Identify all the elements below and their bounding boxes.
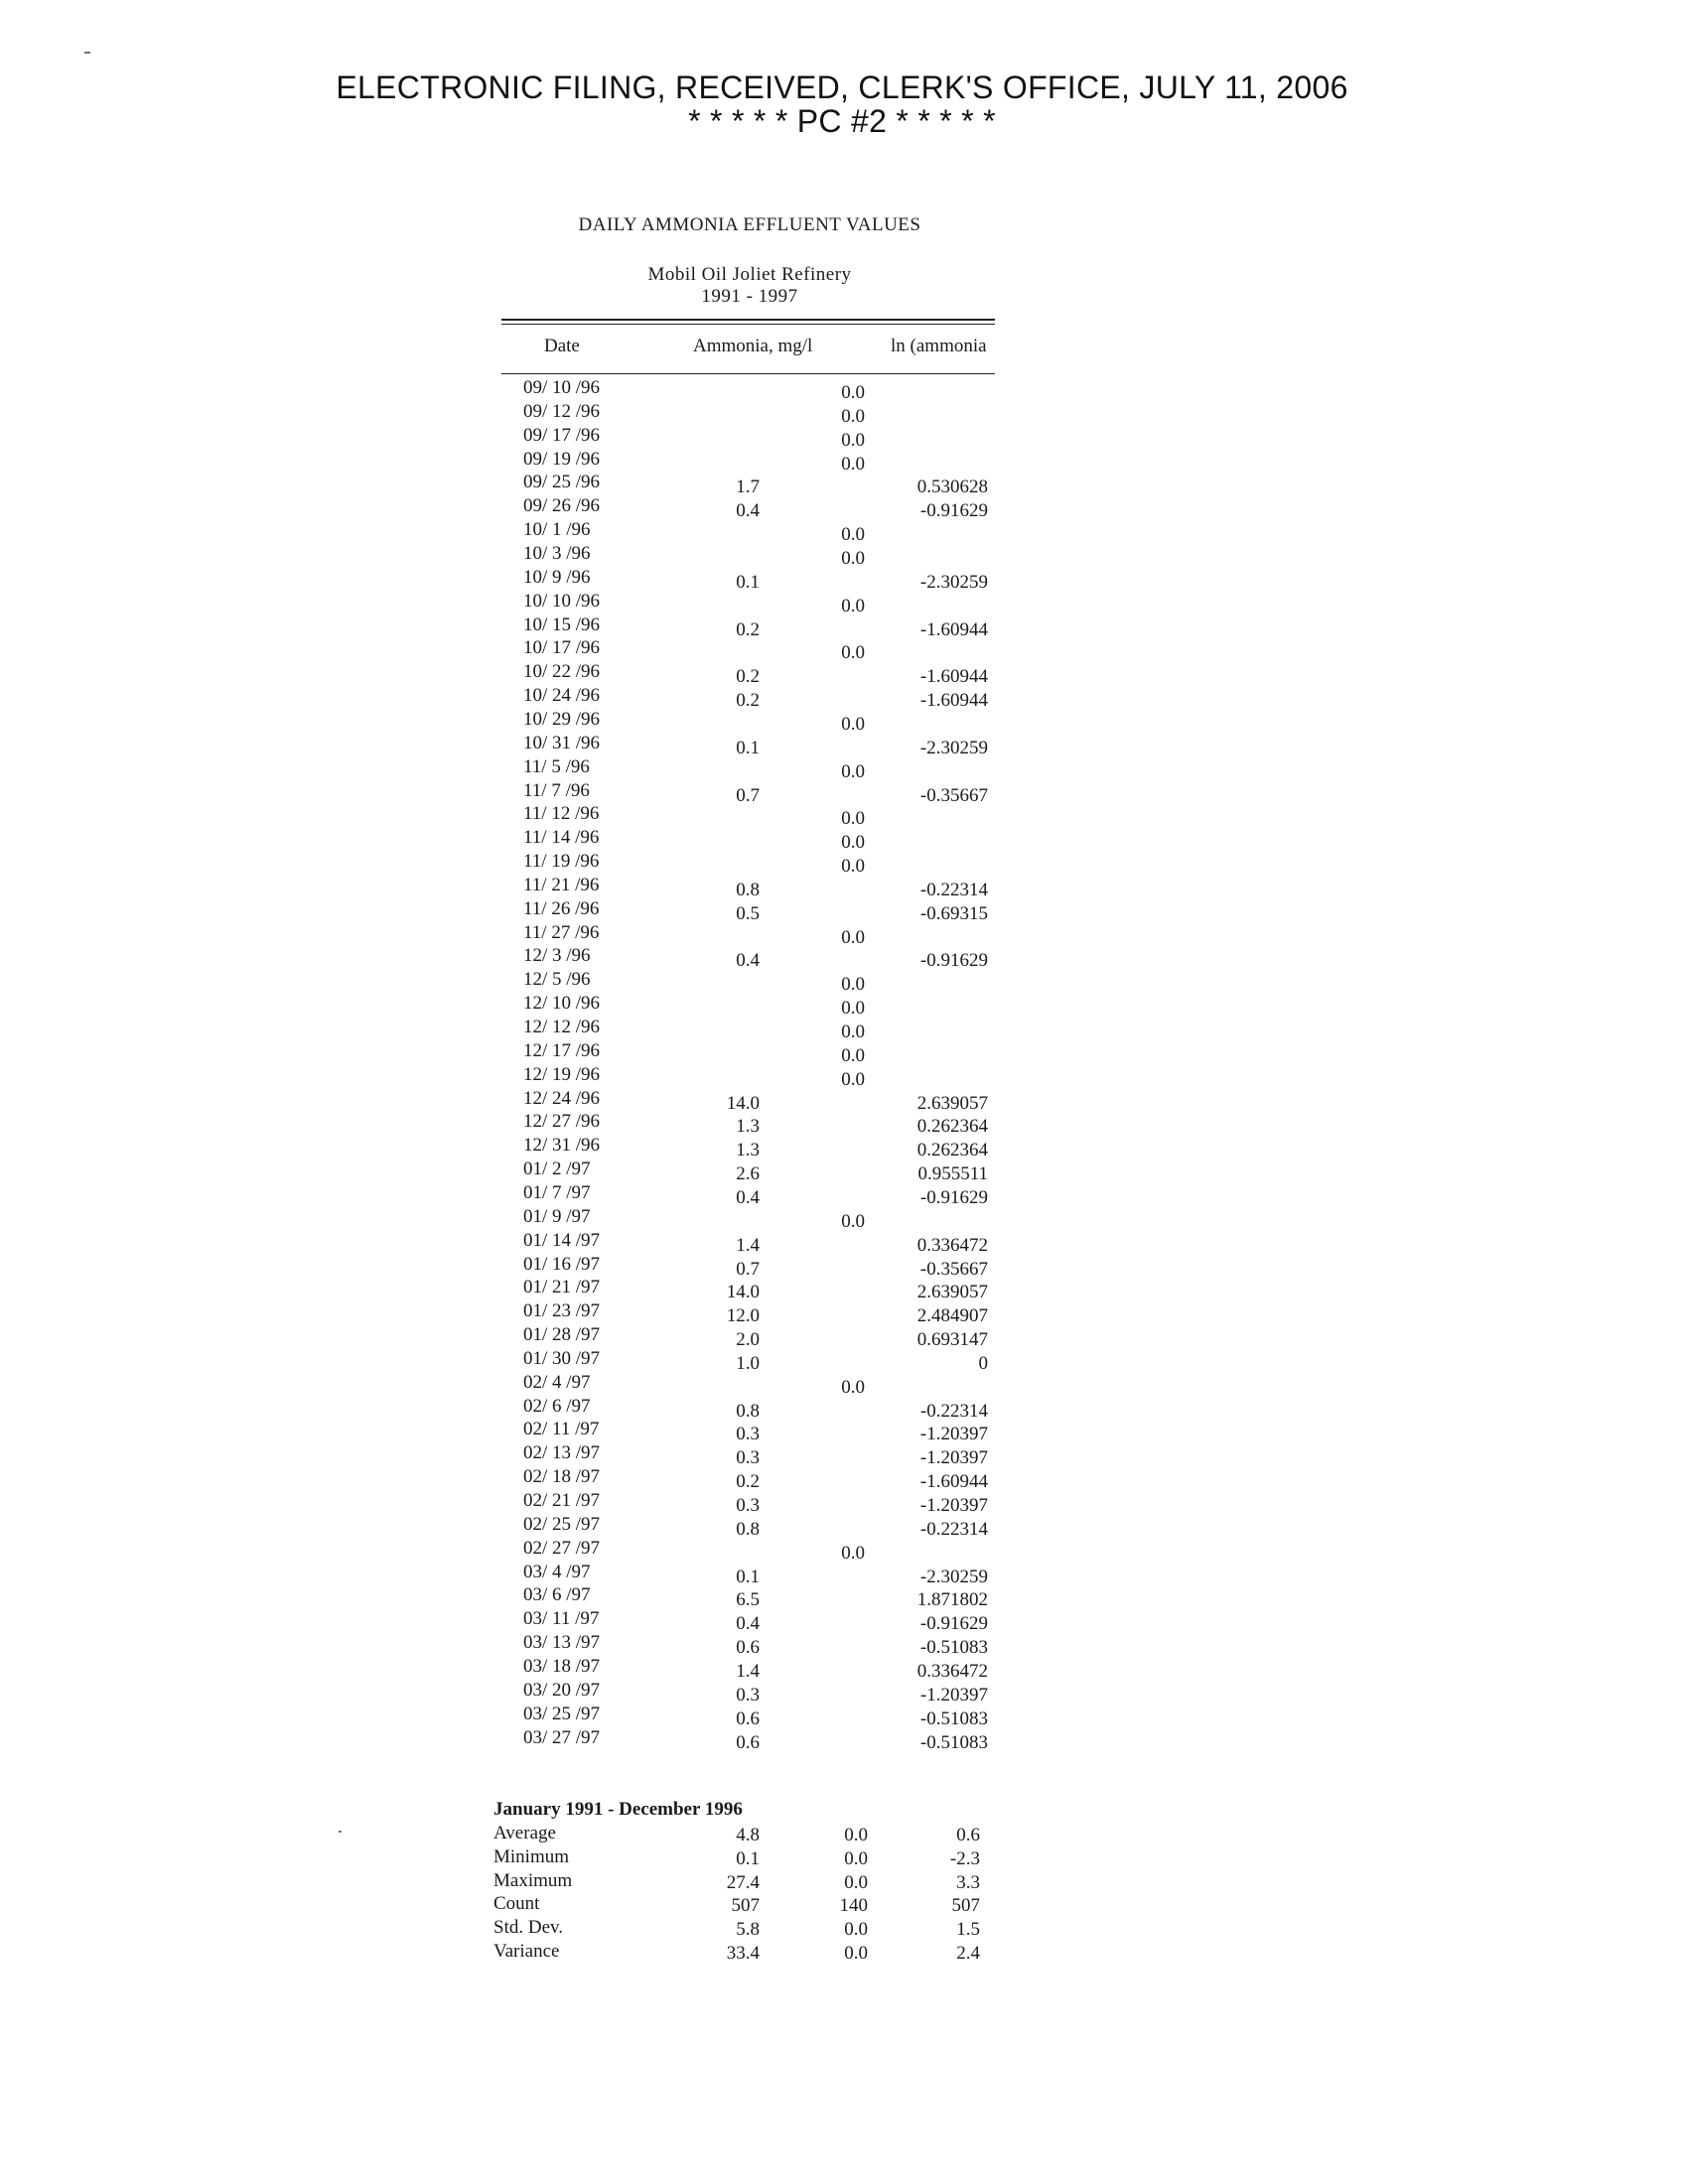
ln-ammonia-cell: -0.22314 bbox=[919, 1518, 988, 1540]
table-row bbox=[0, 780, 1092, 804]
date-cell: 12/ 31 /96 bbox=[523, 1135, 601, 1157]
table-row bbox=[0, 377, 1092, 401]
date-cell: 12/ 5 /96 bbox=[523, 969, 591, 991]
ammonia-cell: 0.3 bbox=[736, 1447, 760, 1469]
stats-label: Maximum bbox=[493, 1869, 573, 1891]
ammonia-cell: 2.6 bbox=[736, 1163, 760, 1185]
ammonia-cell: 0.3 bbox=[736, 1684, 760, 1706]
table-row bbox=[0, 661, 1092, 688]
table-row bbox=[0, 1562, 1092, 1585]
zero-value-cell: 0.0 bbox=[841, 1022, 865, 1042]
ln-ammonia-cell: 0.530628 bbox=[916, 477, 988, 498]
ammonia-cell: 0.3 bbox=[736, 1495, 760, 1516]
table-row bbox=[0, 851, 1092, 875]
zero-value-cell: 0.0 bbox=[841, 1210, 865, 1232]
zero-value-cell: 0.0 bbox=[841, 998, 865, 1020]
date-cell: 09/ 25 /96 bbox=[523, 472, 601, 493]
table-row bbox=[0, 1396, 1092, 1420]
table-row bbox=[0, 543, 1092, 567]
ammonia-cell: 0.8 bbox=[736, 879, 760, 900]
stats-ln-ammonia: 0.6 bbox=[956, 1825, 980, 1845]
column-header-ammonia: Ammonia, mg/l bbox=[693, 336, 813, 356]
ammonia-cell: 1.7 bbox=[736, 477, 760, 498]
date-cell: 11/ 5 /96 bbox=[523, 755, 590, 777]
ammonia-cell: 0.8 bbox=[736, 1400, 760, 1422]
ammonia-cell: 0.8 bbox=[736, 1518, 760, 1540]
ln-ammonia-cell: -0.51083 bbox=[919, 1637, 988, 1659]
table-row bbox=[0, 1206, 1092, 1230]
stats-label: Std. Dev. bbox=[493, 1917, 564, 1939]
ammonia-cell: 1.3 bbox=[736, 1116, 760, 1138]
date-cell: 03/ 4 /97 bbox=[523, 1561, 591, 1582]
zero-value-cell: 0.0 bbox=[841, 595, 865, 616]
ln-ammonia-cell: -1.60944 bbox=[919, 618, 988, 640]
date-cell: 03/ 6 /97 bbox=[523, 1584, 591, 1606]
table-row bbox=[0, 898, 1092, 922]
date-cell: 12/ 19 /96 bbox=[523, 1063, 601, 1085]
ammonia-cell: 0.7 bbox=[736, 784, 760, 806]
table-row bbox=[0, 495, 1092, 522]
table-row bbox=[0, 827, 1092, 854]
table-row bbox=[0, 1514, 1092, 1538]
ln-ammonia-cell: 1.871802 bbox=[916, 1589, 988, 1611]
table-row bbox=[0, 1324, 1092, 1348]
stats-ammonia: 27.4 bbox=[726, 1871, 760, 1893]
table-row bbox=[0, 969, 1092, 996]
document-subtitle-years: 1991 - 1997 bbox=[701, 286, 798, 307]
date-cell: 01/ 2 /97 bbox=[523, 1159, 591, 1180]
table-row bbox=[0, 401, 1092, 425]
ln-ammonia-cell: 0.262364 bbox=[916, 1140, 988, 1161]
date-cell: 03/ 25 /97 bbox=[523, 1703, 601, 1724]
table-row bbox=[0, 1348, 1092, 1372]
scan-speck bbox=[339, 1831, 342, 1833]
date-cell: 12/ 24 /96 bbox=[523, 1087, 601, 1109]
ammonia-cell: 0.1 bbox=[736, 571, 760, 593]
table-row bbox=[0, 1230, 1092, 1254]
date-cell: 09/ 10 /96 bbox=[523, 377, 601, 398]
date-cell: 10/ 3 /96 bbox=[523, 543, 591, 564]
ammonia-cell: 12.0 bbox=[726, 1305, 760, 1327]
zero-value-cell: 0.0 bbox=[841, 808, 865, 830]
zero-value-cell: 0.0 bbox=[841, 760, 865, 782]
table-row bbox=[0, 922, 1092, 946]
ln-ammonia-cell: 0.336472 bbox=[916, 1660, 988, 1682]
table-top-rule bbox=[501, 319, 995, 321]
stats-row bbox=[0, 1941, 1092, 1965]
table-row bbox=[0, 567, 1092, 591]
ln-ammonia-cell: -1.20397 bbox=[919, 1495, 988, 1516]
ammonia-cell: 0.6 bbox=[736, 1707, 760, 1729]
ln-ammonia-cell: 0.262364 bbox=[916, 1116, 988, 1138]
stats-ln-ammonia: 2.4 bbox=[956, 1943, 980, 1964]
table-row bbox=[0, 709, 1092, 733]
table-row bbox=[0, 1608, 1092, 1635]
date-cell: 12/ 10 /96 bbox=[523, 993, 601, 1015]
date-cell: 10/ 22 /96 bbox=[523, 661, 601, 683]
ammonia-cell: 0.5 bbox=[736, 902, 760, 924]
ammonia-cell: 0.6 bbox=[736, 1637, 760, 1659]
stats-zero: 0.0 bbox=[844, 1825, 868, 1845]
date-cell: 09/ 19 /96 bbox=[523, 448, 601, 470]
zero-value-cell: 0.0 bbox=[841, 453, 865, 475]
ln-ammonia-cell: -1.20397 bbox=[919, 1424, 988, 1445]
date-cell: 10/ 10 /96 bbox=[523, 590, 601, 612]
table-row bbox=[0, 1656, 1092, 1680]
table-row bbox=[0, 425, 1092, 449]
table-top-rule-2 bbox=[501, 324, 995, 325]
table-row bbox=[0, 1111, 1092, 1138]
table-row bbox=[0, 1300, 1092, 1327]
date-cell: 01/ 23 /97 bbox=[523, 1300, 601, 1322]
stats-ammonia: 5.8 bbox=[736, 1919, 760, 1941]
ln-ammonia-cell: -0.22314 bbox=[919, 879, 988, 900]
ammonia-cell: 0.1 bbox=[736, 1566, 760, 1587]
table-row bbox=[0, 1182, 1092, 1206]
date-cell: 02/ 18 /97 bbox=[523, 1466, 601, 1488]
table-row bbox=[0, 1135, 1092, 1159]
ammonia-cell: 0.4 bbox=[736, 1186, 760, 1208]
stats-label: Minimum bbox=[493, 1845, 570, 1867]
date-cell: 02/ 27 /97 bbox=[523, 1537, 601, 1559]
ln-ammonia-cell: -0.51083 bbox=[919, 1731, 988, 1753]
ln-ammonia-cell: 2.639057 bbox=[916, 1092, 988, 1114]
table-row bbox=[0, 519, 1092, 546]
ln-ammonia-cell: -0.91629 bbox=[919, 1186, 988, 1208]
ammonia-cell: 0.2 bbox=[736, 690, 760, 711]
ln-ammonia-cell: 0.336472 bbox=[916, 1234, 988, 1256]
table-row bbox=[0, 803, 1092, 830]
ln-ammonia-cell: -0.22314 bbox=[919, 1400, 988, 1422]
table-row bbox=[0, 591, 1092, 614]
stats-row bbox=[0, 1893, 1092, 1917]
table-row bbox=[0, 614, 1092, 638]
stats-zero: 0.0 bbox=[844, 1919, 868, 1941]
ln-ammonia-cell: -0.69315 bbox=[919, 902, 988, 924]
stats-title: January 1991 - December 1996 bbox=[493, 1799, 743, 1820]
zero-value-cell: 0.0 bbox=[841, 974, 865, 996]
stats-ln-ammonia: -2.3 bbox=[949, 1847, 980, 1869]
ammonia-cell: 1.4 bbox=[736, 1660, 760, 1682]
stats-ln-ammonia: 3.3 bbox=[956, 1871, 980, 1893]
zero-value-cell: 0.0 bbox=[841, 926, 865, 948]
stats-label: Average bbox=[493, 1823, 556, 1843]
ln-ammonia-cell: -0.51083 bbox=[919, 1707, 988, 1729]
date-cell: 03/ 13 /97 bbox=[523, 1632, 601, 1654]
date-cell: 03/ 11 /97 bbox=[523, 1608, 600, 1630]
table-row bbox=[0, 1680, 1092, 1704]
zero-value-cell: 0.0 bbox=[841, 382, 865, 403]
ln-ammonia-cell: -0.91629 bbox=[919, 950, 988, 972]
stats-label: Count bbox=[493, 1893, 540, 1915]
table-row bbox=[0, 1419, 1092, 1445]
ammonia-cell: 0.2 bbox=[736, 1471, 760, 1493]
date-cell: 10/ 24 /96 bbox=[523, 685, 601, 706]
ammonia-cell: 0.3 bbox=[736, 1424, 760, 1445]
header-bottom-rule bbox=[501, 373, 995, 374]
zero-value-cell: 0.0 bbox=[841, 713, 865, 735]
table-row bbox=[0, 1159, 1092, 1185]
date-cell: 02/ 13 /97 bbox=[523, 1442, 601, 1464]
table-row bbox=[0, 1040, 1092, 1064]
table-row bbox=[0, 945, 1092, 972]
table-row bbox=[0, 1584, 1092, 1611]
date-cell: 03/ 27 /97 bbox=[523, 1726, 601, 1748]
date-cell: 12/ 27 /96 bbox=[523, 1111, 601, 1133]
ln-ammonia-cell: 0.693147 bbox=[916, 1329, 988, 1350]
stats-ammonia: 0.1 bbox=[736, 1847, 760, 1869]
ammonia-cell: 6.5 bbox=[736, 1589, 760, 1611]
table-row bbox=[0, 993, 1092, 1020]
zero-value-cell: 0.0 bbox=[841, 405, 865, 427]
ammonia-cell: 1.4 bbox=[736, 1234, 760, 1256]
zero-value-cell: 0.0 bbox=[841, 1044, 865, 1066]
date-cell: 09/ 17 /96 bbox=[523, 424, 601, 446]
ln-ammonia-cell: -0.91629 bbox=[919, 500, 988, 522]
ln-ammonia-cell: -0.91629 bbox=[919, 1613, 988, 1635]
column-header-ln-ammonia: ln (ammonia bbox=[891, 336, 987, 356]
date-cell: 01/ 16 /97 bbox=[523, 1253, 601, 1275]
stats-label: Variance bbox=[493, 1941, 560, 1962]
ln-ammonia-cell: 0 bbox=[978, 1352, 988, 1374]
date-cell: 10/ 31 /96 bbox=[523, 732, 601, 753]
table-row bbox=[0, 756, 1092, 780]
ln-ammonia-cell: -1.20397 bbox=[919, 1447, 988, 1469]
stats-ammonia: 507 bbox=[731, 1895, 760, 1917]
date-cell: 01/ 9 /97 bbox=[523, 1205, 591, 1227]
date-cell: 03/ 20 /97 bbox=[523, 1679, 601, 1701]
ammonia-cell: 0.7 bbox=[736, 1258, 760, 1280]
zero-value-cell: 0.0 bbox=[841, 548, 865, 569]
stats-zero: 140 bbox=[839, 1895, 868, 1917]
ln-ammonia-cell: 2.639057 bbox=[916, 1282, 988, 1303]
date-cell: 01/ 14 /97 bbox=[523, 1229, 601, 1251]
date-cell: 11/ 19 /96 bbox=[523, 851, 600, 872]
zero-value-cell: 0.0 bbox=[841, 1542, 865, 1564]
table-row bbox=[0, 1017, 1092, 1040]
stats-ammonia: 4.8 bbox=[736, 1825, 760, 1845]
table-row bbox=[0, 1254, 1092, 1278]
ammonia-cell: 1.0 bbox=[736, 1352, 760, 1374]
table-row bbox=[0, 1088, 1092, 1112]
ammonia-cell: 0.4 bbox=[736, 950, 760, 972]
ln-ammonia-cell: -1.60944 bbox=[919, 1471, 988, 1493]
document-subtitle-refinery: Mobil Oil Joliet Refinery bbox=[647, 264, 852, 285]
date-cell: 11/ 21 /96 bbox=[523, 874, 600, 895]
ln-ammonia-cell: -1.20397 bbox=[919, 1684, 988, 1706]
date-cell: 12/ 17 /96 bbox=[523, 1039, 601, 1061]
date-cell: 01/ 7 /97 bbox=[523, 1181, 591, 1203]
ammonia-cell: 2.0 bbox=[736, 1329, 760, 1350]
ln-ammonia-cell: -2.30259 bbox=[919, 1566, 988, 1587]
date-cell: 09/ 12 /96 bbox=[523, 400, 601, 422]
date-cell: 01/ 28 /97 bbox=[523, 1324, 601, 1345]
table-row bbox=[0, 1490, 1092, 1514]
ammonia-cell: 0.4 bbox=[736, 500, 760, 522]
ammonia-cell: 0.2 bbox=[736, 618, 760, 640]
date-cell: 11/ 26 /96 bbox=[523, 897, 600, 919]
table-row bbox=[0, 1704, 1092, 1727]
date-cell: 02/ 4 /97 bbox=[523, 1371, 591, 1393]
table-row bbox=[0, 1442, 1092, 1469]
filing-stamp-line2: * * * * * PC #2 * * * * * bbox=[688, 103, 996, 139]
date-cell: 09/ 26 /96 bbox=[523, 495, 601, 517]
table-row bbox=[0, 472, 1092, 498]
table-row bbox=[0, 1372, 1092, 1396]
ln-ammonia-cell: -1.60944 bbox=[919, 666, 988, 688]
date-cell: 12/ 12 /96 bbox=[523, 1017, 601, 1037]
stats-row bbox=[0, 1823, 1092, 1846]
table-row bbox=[0, 1632, 1092, 1659]
ln-ammonia-cell: -0.35667 bbox=[919, 784, 988, 806]
ammonia-cell: 14.0 bbox=[726, 1282, 760, 1303]
table-row bbox=[0, 875, 1092, 898]
ln-ammonia-cell: -1.60944 bbox=[919, 690, 988, 711]
stats-zero: 0.0 bbox=[844, 1871, 868, 1893]
zero-value-cell: 0.0 bbox=[841, 524, 865, 546]
date-cell: 11/ 14 /96 bbox=[523, 827, 600, 849]
table-row bbox=[0, 637, 1092, 664]
table-row bbox=[0, 1727, 1092, 1751]
ammonia-cell: 1.3 bbox=[736, 1140, 760, 1161]
column-header-date: Date bbox=[544, 336, 580, 356]
date-cell: 03/ 18 /97 bbox=[523, 1655, 601, 1677]
stats-zero: 0.0 bbox=[844, 1943, 868, 1964]
zero-value-cell: 0.0 bbox=[841, 429, 865, 451]
ammonia-cell: 0.6 bbox=[736, 1731, 760, 1753]
date-cell: 11/ 27 /96 bbox=[523, 921, 600, 943]
table-row bbox=[0, 1466, 1092, 1493]
date-cell: 10/ 29 /96 bbox=[523, 708, 601, 730]
stats-row bbox=[0, 1846, 1092, 1870]
filing-stamp-line1: ELECTRONIC FILING, RECEIVED, CLERK'S OFFICE, JULY 11, 2006 bbox=[336, 69, 1348, 105]
zero-value-cell: 0.0 bbox=[841, 642, 865, 664]
date-cell: 10/ 15 /96 bbox=[523, 614, 601, 635]
table-row bbox=[0, 449, 1092, 473]
stats-ln-ammonia: 1.5 bbox=[956, 1919, 980, 1941]
table-row bbox=[0, 685, 1092, 709]
date-cell: 02/ 6 /97 bbox=[523, 1395, 591, 1417]
scan-speck bbox=[84, 52, 90, 54]
date-cell: 11/ 7 /96 bbox=[523, 779, 590, 801]
date-cell: 12/ 3 /96 bbox=[523, 945, 591, 967]
ln-ammonia-cell: 2.484907 bbox=[916, 1305, 988, 1327]
ammonia-cell: 0.2 bbox=[736, 666, 760, 688]
stats-zero: 0.0 bbox=[844, 1847, 868, 1869]
table-row bbox=[0, 1277, 1092, 1303]
date-cell: 10/ 1 /96 bbox=[523, 519, 591, 541]
ln-ammonia-cell: -2.30259 bbox=[919, 737, 988, 758]
document-title: DAILY AMMONIA EFFLUENT VALUES bbox=[578, 214, 921, 235]
table-row bbox=[0, 733, 1092, 756]
stats-row bbox=[0, 1870, 1092, 1894]
ln-ammonia-cell: -0.35667 bbox=[919, 1258, 988, 1280]
date-cell: 02/ 25 /97 bbox=[523, 1513, 601, 1535]
zero-value-cell: 0.0 bbox=[841, 856, 865, 877]
stats-row bbox=[0, 1917, 1092, 1941]
ammonia-cell: 0.1 bbox=[736, 737, 760, 758]
date-cell: 01/ 30 /97 bbox=[523, 1347, 601, 1369]
date-cell: 02/ 11 /97 bbox=[523, 1419, 600, 1440]
date-cell: 10/ 17 /96 bbox=[523, 637, 601, 659]
ln-ammonia-cell: 0.955511 bbox=[917, 1163, 988, 1185]
stats-ammonia: 33.4 bbox=[726, 1943, 760, 1964]
date-cell: 01/ 21 /97 bbox=[523, 1277, 601, 1298]
zero-value-cell: 0.0 bbox=[841, 1068, 865, 1090]
table-row bbox=[0, 1538, 1092, 1562]
stats-ln-ammonia: 507 bbox=[951, 1895, 980, 1917]
zero-value-cell: 0.0 bbox=[841, 1376, 865, 1398]
ln-ammonia-cell: -2.30259 bbox=[919, 571, 988, 593]
date-cell: 02/ 21 /97 bbox=[523, 1490, 601, 1511]
zero-value-cell: 0.0 bbox=[841, 832, 865, 854]
date-cell: 11/ 12 /96 bbox=[523, 803, 600, 825]
date-cell: 10/ 9 /96 bbox=[523, 566, 591, 588]
ammonia-cell: 0.4 bbox=[736, 1613, 760, 1635]
table-row bbox=[0, 1064, 1092, 1088]
ammonia-cell: 14.0 bbox=[726, 1092, 760, 1114]
